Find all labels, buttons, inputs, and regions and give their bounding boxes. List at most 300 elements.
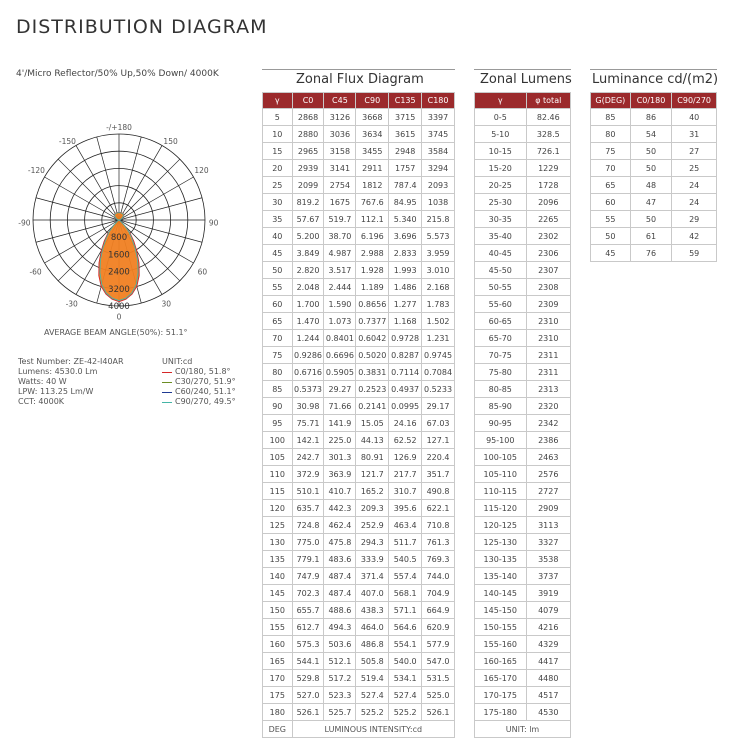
table-cell: 80	[591, 126, 631, 143]
table-cell: 526.1	[292, 704, 324, 721]
table-cell: 540.0	[389, 653, 422, 670]
table-cell: 2868	[292, 109, 324, 126]
table-cell: 372.9	[292, 466, 324, 483]
table-cell: 527.4	[389, 687, 422, 704]
table-cell: 0.8401	[324, 330, 356, 347]
table-cell: 0.3831	[356, 364, 389, 381]
table-cell: 90-95	[475, 415, 527, 432]
table-cell: 15-20	[475, 160, 527, 177]
table-cell: 702.3	[292, 585, 324, 602]
table-cell: 145-150	[475, 602, 527, 619]
table-cell: 395.6	[389, 500, 422, 517]
table-row	[475, 177, 571, 194]
table-cell: 2309	[526, 296, 570, 313]
table-row	[263, 109, 455, 126]
legend-item	[162, 377, 236, 387]
table-cell: 1.231	[422, 330, 455, 347]
table-row	[475, 347, 571, 364]
table-cell: 220.4	[422, 449, 455, 466]
table-row	[263, 262, 455, 279]
table-cell: 62.52	[389, 432, 422, 449]
column-header: C90/270	[672, 93, 717, 109]
table-row	[475, 670, 571, 687]
table-row	[263, 619, 455, 636]
column-header: C0/180	[630, 93, 672, 109]
table-cell: 0.4937	[389, 381, 422, 398]
table-header-row	[475, 93, 571, 109]
table-cell: 5.340	[389, 211, 422, 228]
table-cell: 2093	[422, 177, 455, 194]
table-cell: 24	[672, 177, 717, 194]
table-cell: 70	[591, 160, 631, 177]
table-cell: 30.98	[292, 398, 324, 415]
table-cell: 464.0	[356, 619, 389, 636]
table-row	[475, 194, 571, 211]
table-cell: 4216	[526, 619, 570, 636]
table-cell: 3.959	[422, 245, 455, 262]
table-cell: 170	[263, 670, 293, 687]
zonal-flux-table	[262, 92, 455, 738]
table-cell: 2320	[526, 398, 570, 415]
table-cell: 2.444	[324, 279, 356, 296]
table-cell: 126.9	[389, 449, 422, 466]
table-row	[263, 466, 455, 483]
table-row	[263, 330, 455, 347]
table-cell: 0.5233	[422, 381, 455, 398]
table-cell: 135	[263, 551, 293, 568]
table-cell: 125-130	[475, 534, 527, 551]
table-cell: 5	[263, 109, 293, 126]
zonal-lumens-title: Zonal Lumens	[480, 72, 572, 87]
table-cell: 150	[263, 602, 293, 619]
table-cell: 100	[263, 432, 293, 449]
table-row	[591, 126, 717, 143]
table-row	[591, 211, 717, 228]
table-cell: 0.9728	[389, 330, 422, 347]
table-row	[475, 415, 571, 432]
table-cell: 5.573	[422, 228, 455, 245]
table-cell: 75-80	[475, 364, 527, 381]
table-cell: 2306	[526, 245, 570, 262]
table-cell: 744.0	[422, 568, 455, 585]
luminance-title: Luminance cd/(m2)	[592, 72, 719, 87]
table-cell: 3397	[422, 109, 455, 126]
table-row	[475, 551, 571, 568]
table-cell: 526.1	[422, 704, 455, 721]
table-cell: 60-65	[475, 313, 527, 330]
table-cell: 4517	[526, 687, 570, 704]
table-cell: 3113	[526, 517, 570, 534]
table-cell: 1.700	[292, 296, 324, 313]
table-row	[475, 160, 571, 177]
table-cell: 2342	[526, 415, 570, 432]
table-row	[263, 177, 455, 194]
table-cell: 10	[263, 126, 293, 143]
table-cell: 50-55	[475, 279, 527, 296]
table-cell: 525.7	[324, 704, 356, 721]
table-cell: 787.4	[389, 177, 422, 194]
table-cell: 726.1	[526, 143, 570, 160]
table-cell: 27	[672, 143, 717, 160]
table-row	[475, 687, 571, 704]
table-cell: 24.16	[389, 415, 422, 432]
table-cell: 2576	[526, 466, 570, 483]
luminance-table	[590, 92, 717, 262]
table-cell: 1.502	[422, 313, 455, 330]
radial-label: 2400	[108, 267, 130, 278]
table-cell: 31	[672, 126, 717, 143]
table-cell: 2308	[526, 279, 570, 296]
table-cell: 50	[630, 143, 672, 160]
table-cell: 3615	[389, 126, 422, 143]
table-row	[263, 313, 455, 330]
table-cell: 76	[630, 245, 672, 262]
angle-label: -30	[65, 299, 78, 309]
table-cell: 0.7114	[389, 364, 422, 381]
table-cell: 462.4	[324, 517, 356, 534]
table-row	[591, 109, 717, 126]
table-row	[263, 568, 455, 585]
test-info	[18, 357, 124, 407]
table-cell: 127.1	[422, 432, 455, 449]
table-cell: 2965	[292, 143, 324, 160]
table-cell: 3919	[526, 585, 570, 602]
column-header: C180	[422, 93, 455, 109]
table-cell: 2948	[389, 143, 422, 160]
table-cell: 519.7	[324, 211, 356, 228]
column-header: C135	[389, 93, 422, 109]
table-row	[591, 160, 717, 177]
table-cell: 531.5	[422, 670, 455, 687]
table-row	[475, 534, 571, 551]
table-cell: 65-70	[475, 330, 527, 347]
table-cell: 622.1	[422, 500, 455, 517]
table-cell: 487.4	[324, 568, 356, 585]
table-cell: 141.9	[324, 415, 356, 432]
table-cell: 490.8	[422, 483, 455, 500]
column-header: φ total	[526, 93, 570, 109]
table-cell: 1229	[526, 160, 570, 177]
table-cell: 24	[672, 194, 717, 211]
table-cell: 86	[630, 109, 672, 126]
table-cell: 40-45	[475, 245, 527, 262]
table-cell: 225.0	[324, 432, 356, 449]
table-cell: 494.3	[324, 619, 356, 636]
table-cell: 95	[263, 415, 293, 432]
table-cell: 47	[630, 194, 672, 211]
table-cell: 165.2	[356, 483, 389, 500]
radial-label: 1600	[108, 250, 130, 261]
table-row	[263, 347, 455, 364]
table-cell: 35	[263, 211, 293, 228]
table-cell: 1038	[422, 194, 455, 211]
table-cell: 1728	[526, 177, 570, 194]
table-cell: 486.8	[356, 636, 389, 653]
table-cell: 0-5	[475, 109, 527, 126]
table-cell: 1757	[389, 160, 422, 177]
table-cell: 2311	[526, 347, 570, 364]
table-cell: 0.0995	[389, 398, 422, 415]
table-row	[475, 585, 571, 602]
polar-spoke	[119, 159, 180, 220]
table-row	[475, 109, 571, 126]
angle-label: -60	[29, 267, 42, 277]
table-row	[475, 245, 571, 262]
table-cell: 3538	[526, 551, 570, 568]
table-cell: 568.1	[389, 585, 422, 602]
table-cell: 80-85	[475, 381, 527, 398]
table-footer-row	[263, 721, 455, 738]
footer-unit: UNIT: lm	[475, 721, 571, 738]
table-row	[475, 636, 571, 653]
table-cell: 3036	[324, 126, 356, 143]
table-cell: 525.0	[422, 687, 455, 704]
table-cell: 294.3	[356, 534, 389, 551]
table-cell: 45	[591, 245, 631, 262]
table-cell: 554.1	[389, 636, 422, 653]
table-cell: 4417	[526, 653, 570, 670]
column-header: C45	[324, 93, 356, 109]
table-cell: 577.9	[422, 636, 455, 653]
table-row	[475, 500, 571, 517]
polar-spoke	[97, 137, 119, 220]
table-cell: 50	[263, 262, 293, 279]
table-cell: 761.3	[422, 534, 455, 551]
table-cell: 59	[672, 245, 717, 262]
table-cell: 40	[263, 228, 293, 245]
table-cell: 2099	[292, 177, 324, 194]
table-cell: 407.0	[356, 585, 389, 602]
table-cell: 135-140	[475, 568, 527, 585]
table-cell: 20-25	[475, 177, 527, 194]
table-cell: 1.928	[356, 262, 389, 279]
beam-angle-text: AVERAGE BEAM ANGLE(50%): 51.1°	[44, 328, 188, 337]
table-cell: 65	[591, 177, 631, 194]
table-cell: 90	[263, 398, 293, 415]
table-cell: 55	[591, 211, 631, 228]
table-cell: 2.048	[292, 279, 324, 296]
table-cell: 503.6	[324, 636, 356, 653]
table-cell: 155-160	[475, 636, 527, 653]
table-cell: 0.5020	[356, 347, 389, 364]
table-cell: 547.0	[422, 653, 455, 670]
table-cell: 60	[591, 194, 631, 211]
legend-label: C0/180, 51.8°	[175, 367, 231, 376]
table-cell: 2313	[526, 381, 570, 398]
column-header: γ	[475, 93, 527, 109]
table-cell: 110-115	[475, 483, 527, 500]
table-cell: 105	[263, 449, 293, 466]
table-row	[475, 313, 571, 330]
polar-spoke	[119, 146, 162, 220]
table-cell: 3.696	[389, 228, 422, 245]
table-row	[263, 194, 455, 211]
table-cell: 150-155	[475, 619, 527, 636]
column-header: γ	[263, 93, 293, 109]
table-cell: 557.4	[389, 568, 422, 585]
table-cell: 351.7	[422, 466, 455, 483]
table-row	[263, 245, 455, 262]
table-cell: 145	[263, 585, 293, 602]
table-cell: 1.244	[292, 330, 324, 347]
table-cell: 160	[263, 636, 293, 653]
table-cell: 29.27	[324, 381, 356, 398]
table-cell: 1.783	[422, 296, 455, 313]
table-cell: 67.03	[422, 415, 455, 432]
table-cell: 655.7	[292, 602, 324, 619]
table-cell: 371.4	[356, 568, 389, 585]
table-cell: 0.6716	[292, 364, 324, 381]
legend-swatch	[162, 372, 172, 373]
table-cell: 0.7084	[422, 364, 455, 381]
table-cell: 3.517	[324, 262, 356, 279]
table-cell: 769.3	[422, 551, 455, 568]
table-cell: 35-40	[475, 228, 527, 245]
table-cell: 75	[591, 143, 631, 160]
table-cell: 112.1	[356, 211, 389, 228]
table-cell: 45	[263, 245, 293, 262]
table-cell: 438.3	[356, 602, 389, 619]
table-row	[475, 364, 571, 381]
table-row	[475, 568, 571, 585]
table-cell: 0.6696	[324, 347, 356, 364]
angle-label: 90	[208, 218, 219, 228]
table-cell: 120-125	[475, 517, 527, 534]
table-cell: 2310	[526, 330, 570, 347]
table-cell: 60	[263, 296, 293, 313]
table-cell: 0.2141	[356, 398, 389, 415]
table-cell: 517.2	[324, 670, 356, 687]
table-cell: 15.05	[356, 415, 389, 432]
table-cell: 3634	[356, 126, 389, 143]
table-row	[263, 143, 455, 160]
table-row	[591, 228, 717, 245]
table-row	[475, 381, 571, 398]
legend-label: C30/270, 51.9°	[175, 377, 236, 386]
table-cell: 140-145	[475, 585, 527, 602]
table-cell: 2911	[356, 160, 389, 177]
table-cell: 2463	[526, 449, 570, 466]
table-cell: 704.9	[422, 585, 455, 602]
table-row	[263, 670, 455, 687]
table-cell: 44.13	[356, 432, 389, 449]
table-row	[263, 653, 455, 670]
table-cell: 0.6042	[356, 330, 389, 347]
table-row	[263, 704, 455, 721]
table-cell: 3126	[324, 109, 356, 126]
legend-swatch	[162, 402, 172, 403]
polar-distribution-chart	[14, 120, 224, 330]
legend-item	[162, 397, 236, 407]
table-cell: 3.849	[292, 245, 324, 262]
table-cell: 523.3	[324, 687, 356, 704]
table-cell: 0.8656	[356, 296, 389, 313]
table-cell: 1.993	[389, 262, 422, 279]
watts: Watts: 40 W	[18, 377, 67, 386]
table-row	[591, 143, 717, 160]
table-cell: 42	[672, 228, 717, 245]
table-cell: 3455	[356, 143, 389, 160]
table-cell: 71.66	[324, 398, 356, 415]
table-cell: 664.9	[422, 602, 455, 619]
table-row	[475, 398, 571, 415]
table-cell: 328.5	[526, 126, 570, 143]
polar-spoke	[119, 198, 202, 220]
table-cell: 0.9286	[292, 347, 324, 364]
table-cell: 2880	[292, 126, 324, 143]
table-cell: 209.3	[356, 500, 389, 517]
angle-label: -90	[18, 218, 31, 228]
angle-label: 120	[194, 166, 209, 176]
table-row	[263, 636, 455, 653]
table-cell: 85	[591, 109, 631, 126]
table-cell: 48	[630, 177, 672, 194]
table-cell: 175-180	[475, 704, 527, 721]
table-row	[475, 602, 571, 619]
table-cell: 529.8	[292, 670, 324, 687]
table-cell: 575.3	[292, 636, 324, 653]
table-row	[475, 619, 571, 636]
table-cell: 333.9	[356, 551, 389, 568]
table-cell: 1812	[356, 177, 389, 194]
table-cell: 30-35	[475, 211, 527, 228]
table-cell: 3.010	[422, 262, 455, 279]
table-cell: 527.0	[292, 687, 324, 704]
table-cell: 2939	[292, 160, 324, 177]
table-cell: 635.7	[292, 500, 324, 517]
table-cell: 217.7	[389, 466, 422, 483]
table-cell: 20	[263, 160, 293, 177]
table-cell: 75.71	[292, 415, 324, 432]
table-row	[475, 449, 571, 466]
table-cell: 3141	[324, 160, 356, 177]
table-cell: 95-100	[475, 432, 527, 449]
angle-label: -/+180	[106, 123, 132, 133]
column-header: C90	[356, 93, 389, 109]
polar-spoke	[119, 137, 141, 220]
table-cell: 488.6	[324, 602, 356, 619]
table-cell: 130	[263, 534, 293, 551]
radial-label: 800	[110, 233, 128, 244]
table-cell: 4329	[526, 636, 570, 653]
table-cell: 2096	[526, 194, 570, 211]
polar-spoke	[76, 146, 119, 220]
table-cell: 120	[263, 500, 293, 517]
table-row	[263, 551, 455, 568]
table-cell: 25-30	[475, 194, 527, 211]
angle-label: 60	[197, 267, 208, 277]
table-cell: 310.7	[389, 483, 422, 500]
table-cell: 527.4	[356, 687, 389, 704]
table-cell: 50	[630, 211, 672, 228]
table-cell: 564.6	[389, 619, 422, 636]
table-cell: 252.9	[356, 517, 389, 534]
table-row	[475, 466, 571, 483]
polar-spoke	[45, 177, 119, 220]
table-row	[475, 143, 571, 160]
table-cell: 2.988	[356, 245, 389, 262]
table-cell: 121.7	[356, 466, 389, 483]
table-cell: 61	[630, 228, 672, 245]
table-cell: 85	[263, 381, 293, 398]
table-row	[475, 279, 571, 296]
table-row	[263, 279, 455, 296]
table-cell: 301.3	[324, 449, 356, 466]
table-cell: 1.168	[389, 313, 422, 330]
angle-label: 150	[163, 136, 178, 146]
table-row	[263, 381, 455, 398]
table-cell: 25	[263, 177, 293, 194]
